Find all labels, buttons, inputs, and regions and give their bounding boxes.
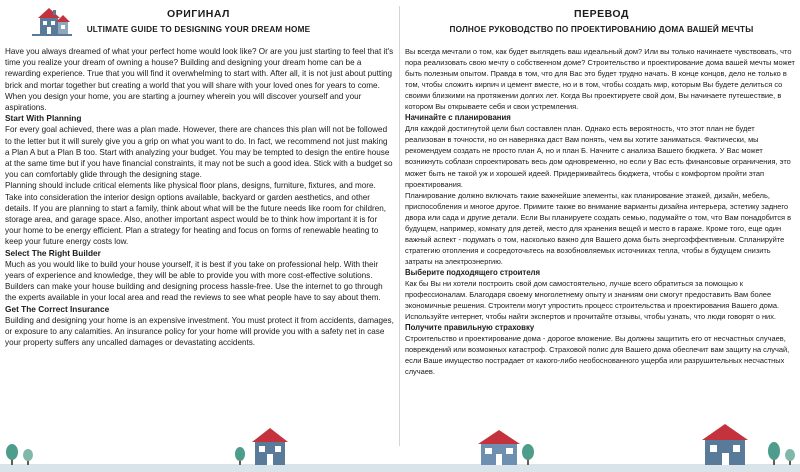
planning-paragraph-2: Planning should include critical elements like physical floor plans, designs, furniture, fixtures, and more. Take into consideration the interior design options available, backyard or garden aesthetics, and other details. If you are planning to start a family, think about what will be the future needs like room for children, storage area, and garage space. Also, another important aspect would be to think how important it is for your home to be energy efficient. Plan a strategy for heating and focus on forms of renewable heating to keep your future energy costs low.: [5, 181, 387, 247]
builder-heading: Выберите подходящего строителя: [405, 267, 541, 277]
tree-icon: [768, 442, 780, 465]
translation-body: [405, 46, 797, 377]
insurance-heading: Get The Correct Insurance: [5, 303, 110, 314]
tree-icon: [522, 444, 534, 465]
tree-icon: [23, 449, 33, 465]
column-divider: [399, 6, 400, 446]
builder-paragraph: Как бы Вы ни хотели построить свой дом самостоятельно, лучше всего обратиться за помощью к профессионалам. Благодаря своему многолетнему опыту и знаниям они смогут предоставить Вам более экономичные решения. Строители могут упростить процесс строительства и проектирования Вашего дома. Используйте интернет, чтобы найти экспертов и прочитайте отзывы, чтобы узнать, что люди говорят о них.: [405, 278, 780, 322]
planning-paragraph-2: Планирование должно включать такие важнейшие элементы, как планирование этажей, дизайн, мебель, приспособления и многое другое. Примите также во внимание варианты дизайна интерьера, эстетику заднего двора или сада и другие детали. Если Вы планируете создать семью, подумайте о том, что Вам понадобится в будущем, например, комнату для детей, место для хранения вещей и место в гараже. Кроме того, еще один важный аспект - подумать о том, насколько важно для Вашего дома быть энергоэффективным. Спланируйте стратегию отопления и сосредоточьтесь на возобновляемых источниках тепла, чтобы в будущем снизить затраты на электроэнергию.: [405, 190, 792, 266]
translation-label: ПЕРЕВОД: [574, 8, 629, 20]
tree-icon: [6, 444, 18, 465]
builder-heading: Select The Right Builder: [5, 247, 101, 258]
planning-heading: Start With Planning: [5, 113, 82, 124]
houses-illustration: [0, 420, 800, 472]
intro-paragraph: Вы всегда мечтали о том, как будет выглядеть ваш идеальный дом? Или вы только начинаете чувствовать, что пора реализовать свою мечту о собственном доме? Строительство и проектирование дома вашей мечты может быть полезным опытом. Правда в том, что для Вас это будет трудно начать. В конце концов, дело не только в том, чтобы сложить кирпич и цемент вместе, но и в том, чтобы создать мир, которым Вы будете делиться со своими близкими на протяжении долгих лет. Когда Вы проектируете свой дом, Вы начинаете путешествие, в котором Вы открываете себя и свои устремления.: [405, 47, 795, 112]
original-body: [5, 46, 394, 348]
translation-title: ПОЛНОЕ РУКОВОДСТВО ПО ПРОЕКТИРОВАНИЮ ДОМА ВАШЕЙ МЕЧТЫ: [449, 25, 754, 34]
original-label: ОРИГИНАЛ: [167, 8, 230, 20]
planning-paragraph: For every goal achieved, there was a plan made. However, there are chances this plan will not be followed to the letter but it will surely give you a grip on what you want to do. In fact, we recommend not just making a Plan A but a Plan B too. Start with analyzing your budget. You may be tempted to design the entire house at the same time but if you have financial constraints, it may not be such a good idea. Stick with a budget so you can comfortably glide through the designing stage.: [5, 125, 393, 180]
translation-column: [403, 0, 800, 377]
original-header: [0, 0, 397, 44]
house-icon: [702, 424, 748, 465]
house-icon: [252, 428, 288, 465]
planning-heading: Начинайте с планирования: [405, 113, 511, 123]
builder-paragraph: Much as you would like to build your house yourself, it is best if you take on professional help. With their years of experience and knowledge, they will be able to provide you with more cost-effective solutions. Builders can make your house building and designing process hassle-free. Use the internet to go through the experts available in your local area and read the reviews to see what people have to say about them.: [5, 259, 383, 303]
planning-paragraph: Для каждой достигнутой цели был составлен план. Однако есть вероятность, что этот план не будет реализован в точности, но он наверняка даст Вам понять, чем вы хотите заниматься. Фактически, мы рекомендуем создать не просто план А, но и план Б. Начните с анализа Вашего бюджета. У Вас может возникнуть соблазн спроектировать весь дом одновременно, но если у Вас есть финансовые ограничения, это может быть не такой уж и хорошей идеей. Придерживайтесь бюджета, чтобы с комфортом пройти этап проектирования.: [405, 124, 791, 189]
tree-icon: [235, 447, 245, 465]
translation-header: [403, 0, 800, 44]
insurance-heading: Получите правильную страховку: [405, 323, 535, 333]
insurance-paragraph: Строительство и проектирование дома - дорогое вложение. Вы должны защитить его от несчастных случаев, повреждений или возможных катастроф. Страховой полис для Вашего дома обеспечит вам защиту на случай, если Ваше имущество пострадает от какого-либо необоснованного ущерба или разрушительных несчастных случаев.: [405, 334, 790, 377]
house-icon: [478, 430, 520, 465]
intro-paragraph: Have you always dreamed of what your perfect home would look like? Or are you just starting to feel that it's time you realize your dream of owning a house? Building and designing your dream home can be a rewarding experience. True that you will find it overwhelming to start with. After all, it is not just about putting brick and mortar together but creating a world that you will share with your loved ones for years to come. When you design your home, you are starting a journey wherein you will discover yourself and your aspirations.: [5, 47, 394, 113]
tree-icon: [785, 449, 795, 465]
original-title: ULTIMATE GUIDE TO DESIGNING YOUR DREAM HOME: [86, 25, 311, 34]
original-column: [0, 0, 397, 348]
insurance-paragraph: Building and designing your home is an expensive investment. You must protect it from accidents, damages, or exposure to any calamities. An insurance policy for your home will provide you with a safety net in case your property suffers any uncalled damages or devastating accidents.: [5, 315, 394, 348]
